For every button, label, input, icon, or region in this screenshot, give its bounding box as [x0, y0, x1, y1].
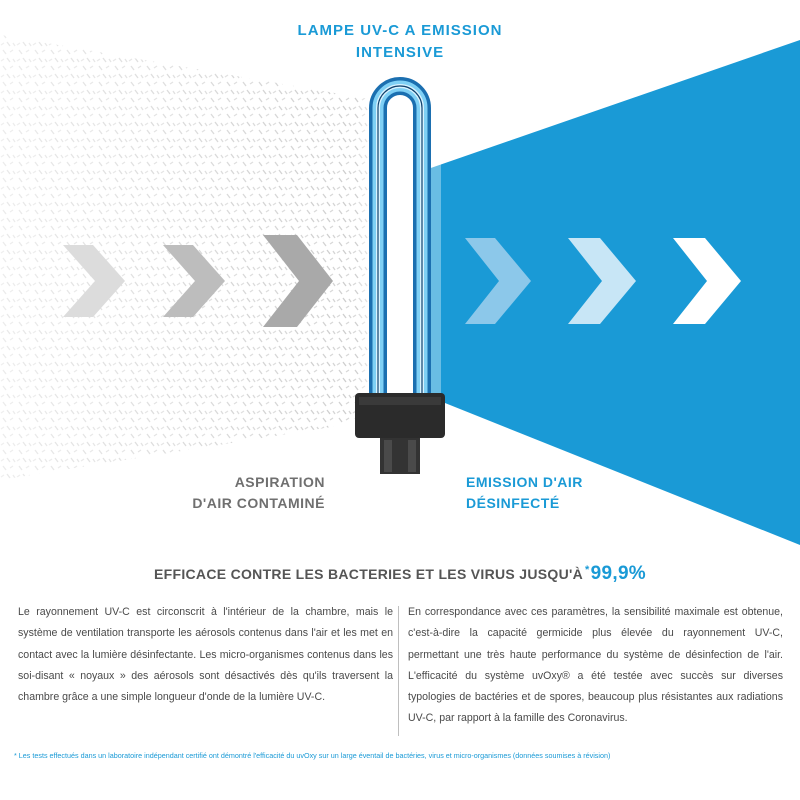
output-label-line1: EMISSION D'AIR — [466, 474, 583, 490]
lamp-title — [240, 20, 560, 64]
column-divider — [398, 606, 399, 736]
output-label — [466, 472, 626, 514]
efficacy-headline — [0, 563, 800, 585]
output-label-line2: DÉSINFECTÉ — [466, 495, 560, 511]
headline-asterisk: * — [585, 564, 590, 577]
intake-label — [185, 472, 325, 514]
body-left-paragraph: Le rayonnement UV-C est circonscrit à l'intérieur de la chambre, mais le système de ventilation transporte les aérosols contenus dans l'air et les met en contact avec la lumière désinfectante. Les micro-organismes contenus dans les soi-disant « noyaux » des aérosols sont désactivés dès qu'ils traversent la chambre grâce a une simple longueur d'onde de la lumière UV-C. — [18, 606, 393, 704]
uv-lamp-icon — [355, 82, 445, 474]
efficacy-percentage: 99,9% — [590, 563, 646, 584]
intake-label-line1: ASPIRATION — [234, 474, 325, 490]
intake-label-line2: D'AIR CONTAMINÉ — [192, 495, 325, 511]
lamp-title-line2: INTENSIVE — [355, 44, 445, 61]
footnote: * Les tests effectués dans un laboratoire indépendant certifié ont démontré l'efficacité du uvOxy sur un large éventail de bactéries, virus et micro-organismes (données soumises à révision) — [14, 751, 611, 760]
body-right-paragraph: En correspondance avec ces paramètres, la sensibilité maximale est obtenue, c'est-à-dire la capacité germicide plus élevée du rayonnement UV-C, permettant une très haute performance du système de désinfection de l'air. L'efficacité du système uvOxy® a été testée avec succès sur diverses typologies de bactéries et de spores, beaucoup plus résistantes aux radiations UV-C, par rapport à la famille des Coronavirus. — [408, 606, 783, 725]
lamp-title-line1: LAMPE UV-C A EMISSION — [297, 22, 503, 39]
headline-text: EFFICACE CONTRE LES BACTERIES ET LES VIRUS JUSQU'À — [153, 566, 584, 582]
